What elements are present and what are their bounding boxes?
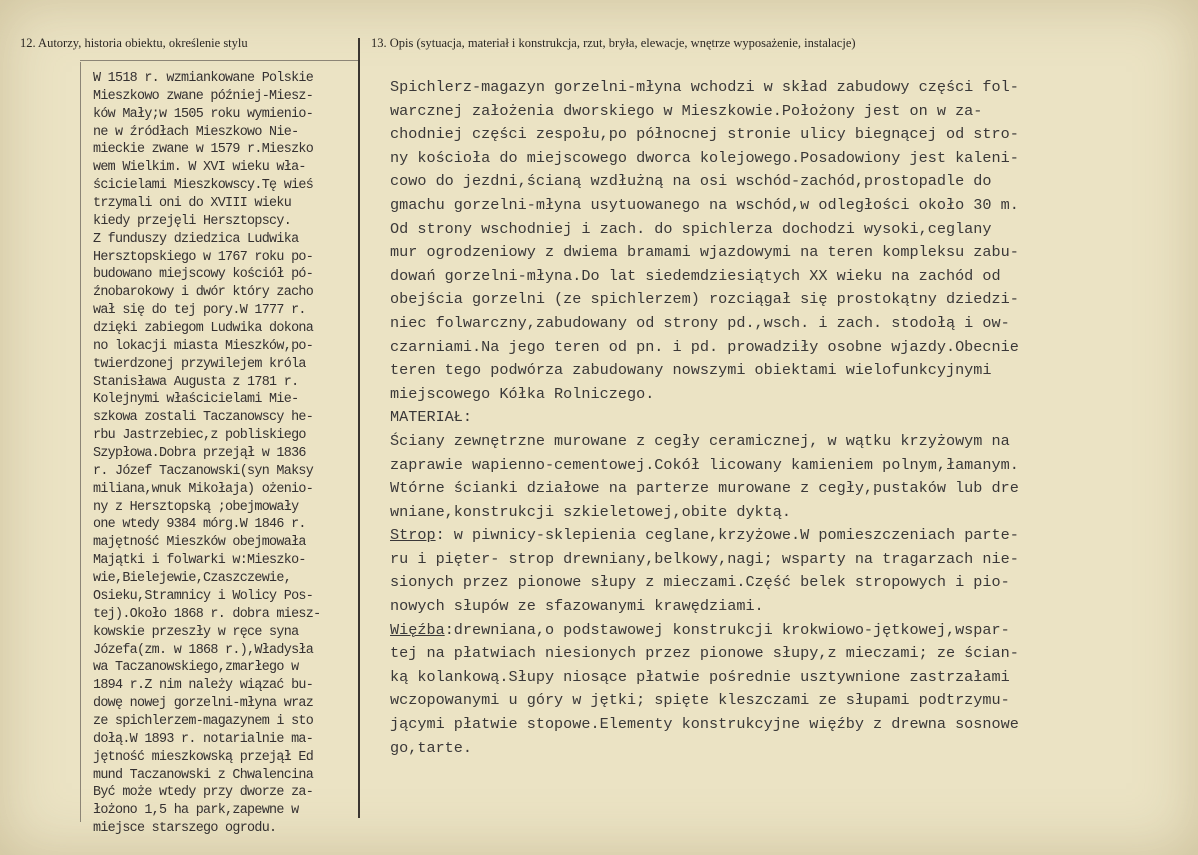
history-line: no lokacji miasta Mieszków,po- (93, 338, 314, 354)
description-line: czarniami.Na jego teren od pn. i pd. prowadziły osobne wjazdy.Obecnie (390, 337, 1019, 356)
history-line: jętność mieszkowską przejął Ed (93, 749, 314, 765)
history-line: ków Mały;w 1505 roku wymienio- (93, 106, 314, 122)
history-line: ny z Hersztopską ;obejmowały (93, 499, 299, 515)
description-line: Od strony wschodniej i zach. do spichlerza dochodzi wysoki,ceglany (390, 219, 992, 238)
left-column-margin-rule (80, 62, 81, 822)
history-line: miliana,wnuk Mikołaja) ożenio- (93, 481, 314, 497)
history-line: mund Taczanowski z Chwalencina (93, 767, 314, 783)
wiezba-line: ką kolankową.Słupy niosące płatwie pośrednie usztywnione zastrzałami (390, 667, 1010, 686)
section-13-header: 13. Opis (sytuacja, materiał i konstrukcja, rzut, bryła, elewacje, wnętrze wyposażenie, instalacje) (371, 36, 856, 50)
history-line: szkowa zostali Taczanowscy he- (93, 410, 314, 426)
wiezba-line: go,tarte. (390, 738, 473, 757)
history-line: łożono 1,5 ha park,zapewne w (93, 803, 299, 819)
description-line: warcznej założenia dworskiego w Mieszkowie.Położony jest on w za- (390, 101, 983, 120)
strop-line: ru i pięter- strop drewniany,belkowy,nagi; wsparty na tragarzach nie- (390, 549, 1019, 568)
wiezba-line: jącymi płatwie stopowe.Elementy konstrukcyjne więźby z drewna sosnowe (390, 715, 1019, 734)
history-line: r. Józef Taczanowski(syn Maksy (93, 463, 314, 479)
history-line: kowskie przeszły w ręce syna (93, 624, 299, 640)
description-line: mur ogrodzeniowy z dwiema bramami wjazdowymi na teren kompleksu zabu- (390, 243, 1019, 262)
history-line: W 1518 r. wzmiankowane Polskie (93, 71, 314, 86)
history-line: twierdzonej przywilejem króla (93, 356, 306, 372)
strop-line-label: Strop (390, 526, 436, 545)
history-line: wie,Bielejewie,Czaszczewie, (93, 571, 292, 587)
history-line: ze spichlerzem-magazynem i sto (93, 713, 314, 729)
description-line: Spichlerz-magazyn gorzelni-młyna wchodzi w skład zabudowy części fol- (390, 78, 1019, 96)
description-line: obejścia gorzelni (ze spichlerzem) rozciągał się prostokątny dziedzi- (390, 290, 1019, 309)
description-line: gmachu gorzelni-młyna usytuowanego na wschód,w odległości około 30 m. (390, 195, 1019, 214)
material-line: Ściany zewnętrzne murowane z cegły ceramicznej, w wątku krzyżowym na (390, 431, 1010, 450)
history-line: Osieku,Stramnicy i Wolicy Pos- (93, 588, 314, 604)
history-line: Kolejnymi właścicielami Mie- (93, 392, 299, 408)
strop-line (390, 524, 1190, 548)
strop-line-text: : w piwnicy-sklepienia ceglane,krzyżowe.W pomieszczeniach parte- (435, 526, 1019, 545)
wiezba-line: tej na płatwiach niesionych przez pionowe słupy,z mieczami; ze ścian- (390, 644, 1019, 663)
material-line: wniane,konstrukcji szkieletowej,obite dyktą. (390, 502, 792, 521)
history-line: Być może wtedy przy dworze za- (93, 785, 314, 801)
section-12-header: 12. Autorzy, historia obiektu, określenie stylu (20, 36, 248, 50)
strop-paragraph (390, 524, 1190, 618)
wiezba-paragraph (390, 619, 1190, 761)
history-line: dzięki zabiegom Ludwika dokona (93, 321, 314, 337)
strop-line: nowych słupów ze sfazowanymi krawędziami. (390, 597, 764, 616)
column-divider (358, 38, 360, 818)
strop-line: sionych przez pionowe słupy z mieczami.Część belek stropowych i pio- (390, 573, 1010, 592)
history-line: Stanisława Augusta z 1781 r. (93, 374, 299, 390)
history-line: Majątki i folwarki w:Mieszko- (93, 553, 306, 569)
history-line: Z funduszy dziedzica Ludwika (93, 231, 299, 247)
history-line: majętność Mieszków obejmowała (93, 535, 306, 551)
material-paragraph (390, 430, 1190, 524)
history-line: wa Taczanowskiego,zmarłego w (93, 660, 299, 676)
description-line: teren tego podwórza zabudowany nowszymi obiektami wielofunkcyjnymi (390, 361, 992, 380)
material-line: zaprawie wapienno-cementowej.Cokół licowany kamieniem polnym,łamanym. (390, 455, 1019, 474)
history-line: dowę nowej gorzelni-młyna wraz (93, 696, 314, 712)
history-line: trzymali oni do XVIII wieku (93, 196, 292, 212)
history-line: one wtedy 9384 mórg.W 1846 r. (93, 517, 306, 533)
history-line: Józefa(zm. w 1868 r.),Władysła (93, 642, 314, 658)
wiezba-line-label: Więźba (390, 620, 445, 639)
description-text (390, 76, 1190, 760)
history-line: wał się do tej pory.W 1777 r. (93, 303, 306, 319)
description-line: niec folwarczny,zabudowany od strony pd.,wsch. i zach. stodołą i ow- (390, 313, 1010, 332)
history-line: źnobarokowy i dwór który zacho (93, 285, 314, 301)
description-line: chodniej części zespołu,po północnej stronie ulicy biegnącej od stro- (390, 125, 1019, 144)
history-line: miejsce starszego ogrodu. (93, 821, 277, 837)
history-line: ne w źródłach Mieszkowo Nie- (93, 124, 299, 140)
history-line: Hersztopskiego w 1767 roku po- (93, 249, 314, 265)
wiezba-line: wczopowanymi u góry w jętki; spięte kleszczami ze słupami podtrzymu- (390, 691, 1010, 710)
history-line: tej).Około 1868 r. dobra miesz- (93, 606, 321, 622)
history-line: kiedy przejęli Hersztopscy. (93, 213, 292, 229)
wiezba-line (390, 619, 1190, 643)
history-line: ścicielami Mieszkowscy.Tę wieś (93, 178, 314, 194)
material-heading: MATERIAŁ: (390, 408, 473, 427)
wiezba-line-text: :drewniana,o podstawowej konstrukcji krokwiowo-jętkowej,wspar- (444, 620, 1010, 639)
left-column-top-rule (80, 60, 358, 61)
description-line: miejscowego Kółka Rolniczego. (390, 384, 655, 403)
material-line: Wtórne ścianki działowe na parterze murowane z cegły,pustaków lub dre (390, 479, 1019, 498)
history-line: Mieszkowo zwane później-Miesz- (93, 88, 314, 104)
description-line: dowań gorzelni-młyna.Do lat siedemdziesiątych XX wieku na zachód od (390, 266, 1001, 285)
description-line: ny kościoła do miejscowego dworca kolejowego.Posadowiony jest kaleni- (390, 148, 1019, 167)
history-line: mieckie zwane w 1579 r.Mieszko (93, 142, 314, 158)
history-line: dołą.W 1893 r. notarialnie ma- (93, 731, 314, 747)
history-line: rbu Jastrzebiec,z pobliskiego (93, 428, 306, 444)
description-line: cowo do jezdni,ścianą wzdłużną na osi wschód-zachód,prostopadle do (390, 172, 992, 191)
history-line: Szypłowa.Dobra przejął w 1836 (93, 446, 306, 462)
history-line: 1894 r.Z nim należy wiązać bu- (93, 678, 314, 694)
history-text (93, 70, 358, 838)
description-paragraph (390, 76, 1190, 406)
history-line: wem Wielkim. W XVI wieku wła- (93, 160, 306, 176)
history-line: budowano miejscowy kościół pó- (93, 267, 314, 283)
